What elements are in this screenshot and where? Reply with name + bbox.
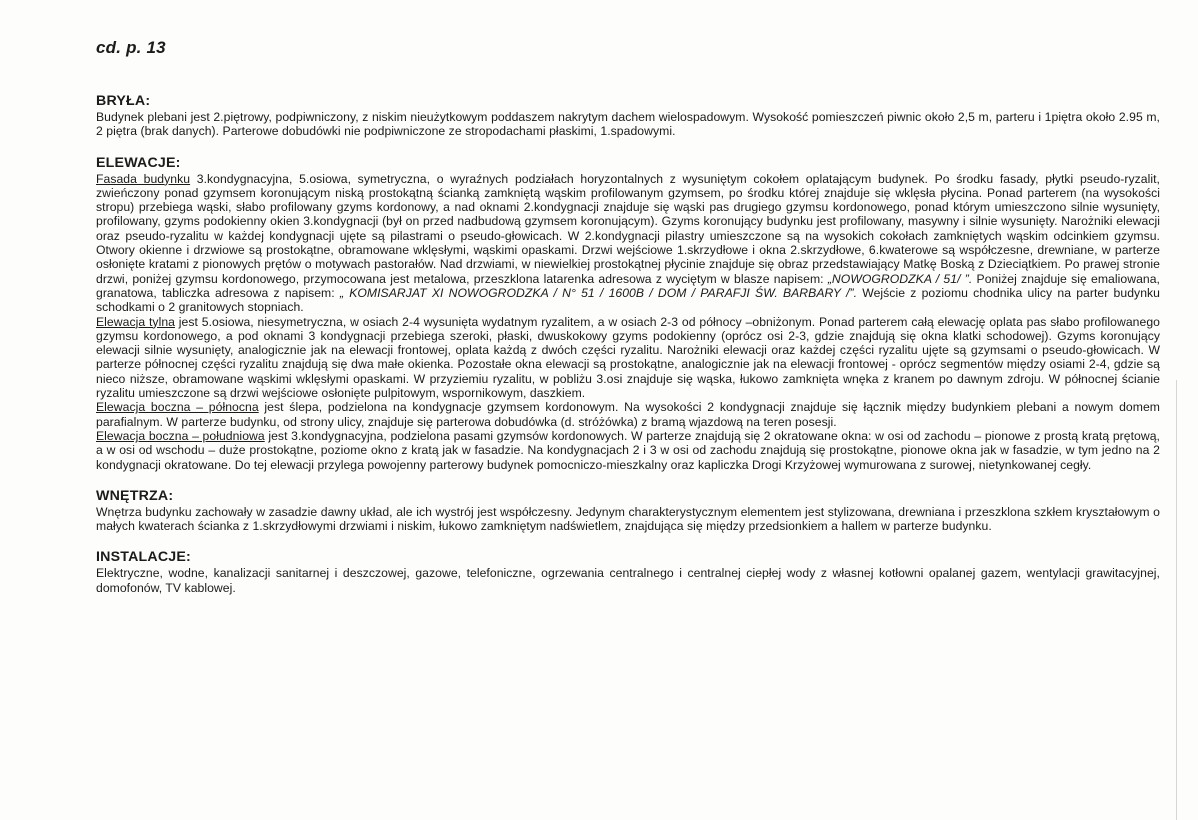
page-reference: cd. p. 13 [96, 38, 166, 57]
section-instalacje [96, 549, 1160, 595]
paragraph-elewacja-poludniowa [96, 429, 1160, 472]
scan-edge-line [1176, 380, 1177, 820]
section-heading-elewacje: ELEWACJE: [96, 154, 181, 171]
section-text-instalacje: Elektryczne, wodne, kanalizacji sanitarnej i deszczowej, gazowe, telefoniczne, ogrzewania centralnego i centralnej ciepłej wody z własnej kotłowni opalanej gazem, wentylacji grawitacyjnej, domofonów, TV kablowej. [96, 566, 1160, 595]
text-elewacja-poludniowa: jest 3.kondygnacyjna, podzielona pasami gzymsów kordonowych. W parterze znajdują się 2 okratowane okna: w osi od zachodu – pionowe z prostą kratą prętową, a w osi od wschodu – duże prostokątne, poziome okno z kratą jak w fasadzie. Na kondygnacjach 2 i 3 w osi od zachodu znajdują się prostokątne, pionowe okna jak w fasadzie, w tym jedno na 2 kondygnacji okratowane. Do tej elewacji przylega powojenny parterowy budynek pomocniczo-mieszkalny oraz kapliczka Drogi Krzyżowej wymurowana z surowej, nietynkowanej cegły. [96, 428, 1160, 472]
paragraph-elewacja-polnocna [96, 400, 1160, 429]
document-body [96, 93, 1160, 611]
lead-elewacja-tylna: Elewacja tylna [96, 314, 175, 329]
section-heading-bryla: BRYŁA: [96, 93, 151, 109]
quote-tabliczka: „ KOMISARJAT XI NOWOGRODZKA / N° 51 / 1600B / DOM / PARAFJI ŚW. BARBARY /”. [339, 285, 858, 300]
text-fasada-c: Wejście z poziomu chodnika ulicy na parter budynku schodkami o 2 granitowych stopniach. [96, 285, 1160, 315]
lead-fasada: Fasada budynku [96, 171, 191, 186]
lead-elewacja-polnocna: Elewacja boczna – północna [96, 400, 259, 415]
section-bryla [96, 93, 1160, 139]
text-fasada-b: Poniżej znajduje się emaliowana, granatowa, tabliczka adresowa z napisem: [96, 271, 1160, 300]
text-elewacja-polnocna: jest ślepa, podzielona na kondygnacje gzymsem kordonowym. Na wysokości 2 kondygnacji znajduje się łącznik między budynkiem plebani a nowym domem parafialnym. W parterze budynku, od strony ulicy, znajduje się parterowa dobudówka (d. stróżówka) z bramą wjazdową na teren posesji. [96, 400, 1160, 429]
section-wnetrza [96, 488, 1160, 534]
paragraph-fasada [96, 172, 1160, 315]
section-text-wnetrza: Wnętrza budynku zachowały w zasadzie dawny układ, ale ich wystrój jest współczesny. Jedynym charakterystycznym elementem jest stylizowana, drewniana i przeszklona szkłem kryształowym o małych kwaterach ścianka z 1.skrzydłowymi drzwiami i niskim, łukowo zamkniętym nadświetlem, znajdująca się między przedsionkiem a hallem w parterze budynku. [96, 504, 1160, 534]
quote-latarenka: „NOWOGRODZKA / 51/ ”. [827, 271, 973, 286]
section-heading-instalacje: INSTALACJE: [96, 549, 191, 566]
section-text-bryla: Budynek plebani jest 2.piętrowy, podpiwniczony, z niskim nieużytkowym poddaszem nakrytym dachem wielospadowym. Wysokość pomieszczeń piwnic około 2,5 m, parteru i 1piętra około 2.95 m, 2 piętra (brak danych). Parterowe dobudówki nie podpiwniczone ze stropodachami płaskimi, 1.spadowymi. [96, 110, 1160, 139]
section-elewacje [96, 155, 1160, 472]
paragraph-elewacja-tylna [96, 315, 1160, 401]
section-heading-wnetrza: WNĘTRZA: [96, 487, 174, 504]
lead-elewacja-poludniowa: Elewacja boczna – południowa [96, 428, 265, 443]
text-elewacja-tylna: jest 5.osiowa, niesymetryczna, w osiach 2-4 wysunięta wydatnym ryzalitem, a w osiach 2-3 od północy –obniżonym. Ponad parterem całą elewację oplata pas słabo profilowanego gzymsu kordonowego, a pod oknami 3 kondygnacji przebiega szeroki, płaski, dwuskokowy gzyms podokienny (oprócz osi 2-3, gdzie znajdują się okna klatki schodowej). Gzyms koronujący elewacji silnie wysunięty, analogicznie jak na elewacji frontowej, oplata każdą z dwóch części ryzalitu. Narożniki elewacji oraz każdej części ryzalitu ujęte są gzymsami o pseudo-głowicach. W parterze północnej części ryzalitu znajdują się dwa małe okienka. Pozostałe okna elewacji są prostokątne, analogicznie jak na elewacji frontowej - oprócz segmentów między osiami 2-4, gdzie są nieco niższe, obramowane wąskimi wklęsłymi opaskami. W przyziemiu ryzalitu, w pobliżu 3.osi znajduje się wąska, łukowo zamknięta wnęka z kranem po dawnym zdroju. W północnej ścianie ryzalitu umieszczone są drzwi wejściowe osłonięte pulpitowym, wspornikowym, daszkiem. [96, 314, 1160, 401]
text-fasada-a: 3.kondygnacyjna, 5.osiowa, symetryczna, o wyraźnych podziałach horyzontalnych z wysuniętym cokołem oplatającym budynek. Po środku fasady, płytki pseudo-ryzalit, zwieńczony ponad gzymsem koronującym niską prostokątną ścianką zamkniętą wąskim profilowanym gzymsem, po środku której znajduje się wklęsła płycina. Ponad parterem (na wysokości stropu) przebiega wąski, słabo profilowany gzyms kordonowy, a nad oknami 2.kondygnacji znajduje się wąski pas drugiego gzymsu kordonowego, ponad którym umieszczono silnie wysunięty, profilowany, gzyms podokienny okien 3.kondygnacji (był on przed nadbudową gzymsem koronującym). Gzyms koronujący budynku jest profilowany, masywny i silnie wysunięty. Narożniki elewacji oraz pseudo-ryzalitu w każdej kondygnacji ujęte są pilastrami o pseudo-głowicach. W 2.kondygnacji pilastry umieszczone są na wysokich cokołach zamkniętych wąskim odcinkiem gzymsu. Otwory okienne i drzwiowe są prostokątne, obramowane wklęsłymi, wąskimi opaskami. Drzwi wejściowe 1.skrzydłowe i okna 2.skrzydłowe, 6.kwaterowe są współczesne, drewniane, w parterze osłonięte kratami z pionowych prętów o motywach pastorałów. Nad drzwiami, w niewielkiej prostokątnej płycinie znajduje się obraz przedstawiający Matkę Boską z Dzieciątkiem. Po prawej stronie drzwi, poniżej gzymsu kordonowego, przymocowana jest metalowa, przeszklona latarenka adresowa z wyciętym w blasze napisem: [96, 171, 1160, 286]
